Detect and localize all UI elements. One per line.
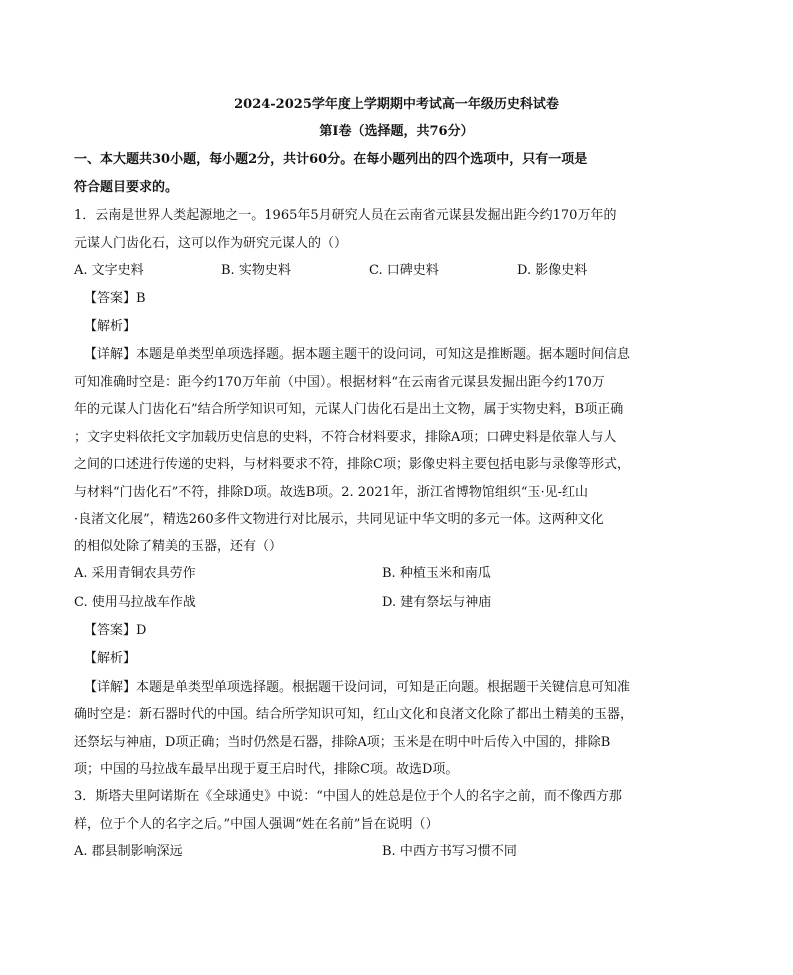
- q1-detail-line: 年的元谋人门齿化石”结合所学知识可知，元谋人门齿化石是出土文物，属于实物史料，B项正确: [74, 402, 624, 417]
- exam-title: 2024-2025学年度上学期期中考试高一年级历史科试卷: [234, 97, 559, 112]
- q2-option-c: C. 使用马拉战车作战: [74, 595, 196, 610]
- q2-analysis-label: 【解析】: [84, 651, 137, 666]
- q2-detail-line: 确时空是：新石器时代的中国。结合所学知识可知，红山文化和良渚文化除了都出土精美的玉器，: [74, 707, 634, 722]
- q3-option-b: B. 中西方书写习惯不同: [382, 844, 517, 859]
- q1-answer: 【答案】B: [84, 291, 146, 306]
- section-instruction-line1: 一、本大题共30小题，每小题2分，共计60分。在每小题列出的四个选项中，只有一项是: [74, 152, 588, 167]
- section-instruction-line2: 符合题目要求的。: [74, 180, 179, 195]
- q1-option-c: C. 口碑史料: [369, 263, 439, 278]
- q2-option-a: A. 采用青铜农具劳作: [74, 566, 196, 581]
- exam-subtitle: 第I卷（选择题，共76分）: [319, 124, 474, 139]
- q1-detail-line: ·良渚文化展”，精选260多件文物进行对比展示，共同见证中华文明的多元一体。这两种文化: [74, 512, 604, 527]
- q1-option-b: B. 实物史料: [221, 263, 291, 278]
- q1-detail-line: 【详解】本题是单类型单项选择题。据本题主题干的设问词，可知这是推断题。据本题时间信息: [84, 347, 631, 362]
- q1-analysis-label: 【解析】: [84, 319, 137, 334]
- q1-stem-line1: 1．云南是世界人类起源地之一。1965年5月研究人员在云南省元谋县发掘出距今约170万年的: [74, 208, 617, 223]
- q3-stem-line2: 样，位于个人的名字之后。”中国人强调“姓在名前”旨在说明（）: [74, 817, 439, 832]
- q2-detail-line: 项；中国的马拉战车最早出现于夏王启时代，排除C项。故选D项。: [74, 762, 459, 777]
- q3-option-a: A. 郡县制影响深远: [74, 844, 183, 859]
- q1-detail-line: ；文字史料依托文字加载历史信息的史料，不符合材料要求，排除A项；口碑史料是依靠人与人: [74, 430, 617, 445]
- q1-detail-line: 与材料“门齿化石”不符，排除D项。故选B项。2. 2021年，浙江省博物馆组织“玉·见-红山: [74, 485, 589, 500]
- q1-option-a: A. 文字史料: [74, 263, 144, 278]
- q2-option-d: D. 建有祭坛与神庙: [382, 595, 492, 610]
- q3-stem-line1: 3．斯塔夫里阿诺斯在《全球通史》中说：“中国人的姓总是位于个人的名字之前，而不像西方那: [74, 789, 622, 804]
- q1-option-d: D. 影像史料: [517, 263, 588, 278]
- q1-detail-line: 可知准确时空是：距今约170万年前（中国）。根据材料“在云南省元谋县发掘出距今约170万: [74, 375, 605, 390]
- q2-option-b: B. 种植玉米和南瓜: [382, 566, 491, 581]
- q2-answer: 【答案】D: [84, 623, 147, 638]
- q1-detail-line: 的相似处除了精美的玉器，还有（）: [74, 539, 283, 554]
- q1-detail-line: 之间的口述进行传递的史料，与材料要求不符，排除C项；影像史料主要包括电影与录像等形式，: [74, 457, 630, 472]
- q2-detail-line: 【详解】本题是单类型单项选择题。根据题干设问词，可知是正向题。根据题干关键信息可知准: [84, 680, 631, 695]
- q2-detail-line: 还祭坛与神庙，D项正确；当时仍然是石器，排除A项；玉米是在明中叶后传入中国的，排除B: [74, 735, 611, 750]
- q1-stem-line2: 元谋人门齿化石，这可以作为研究元谋人的（）: [74, 236, 348, 251]
